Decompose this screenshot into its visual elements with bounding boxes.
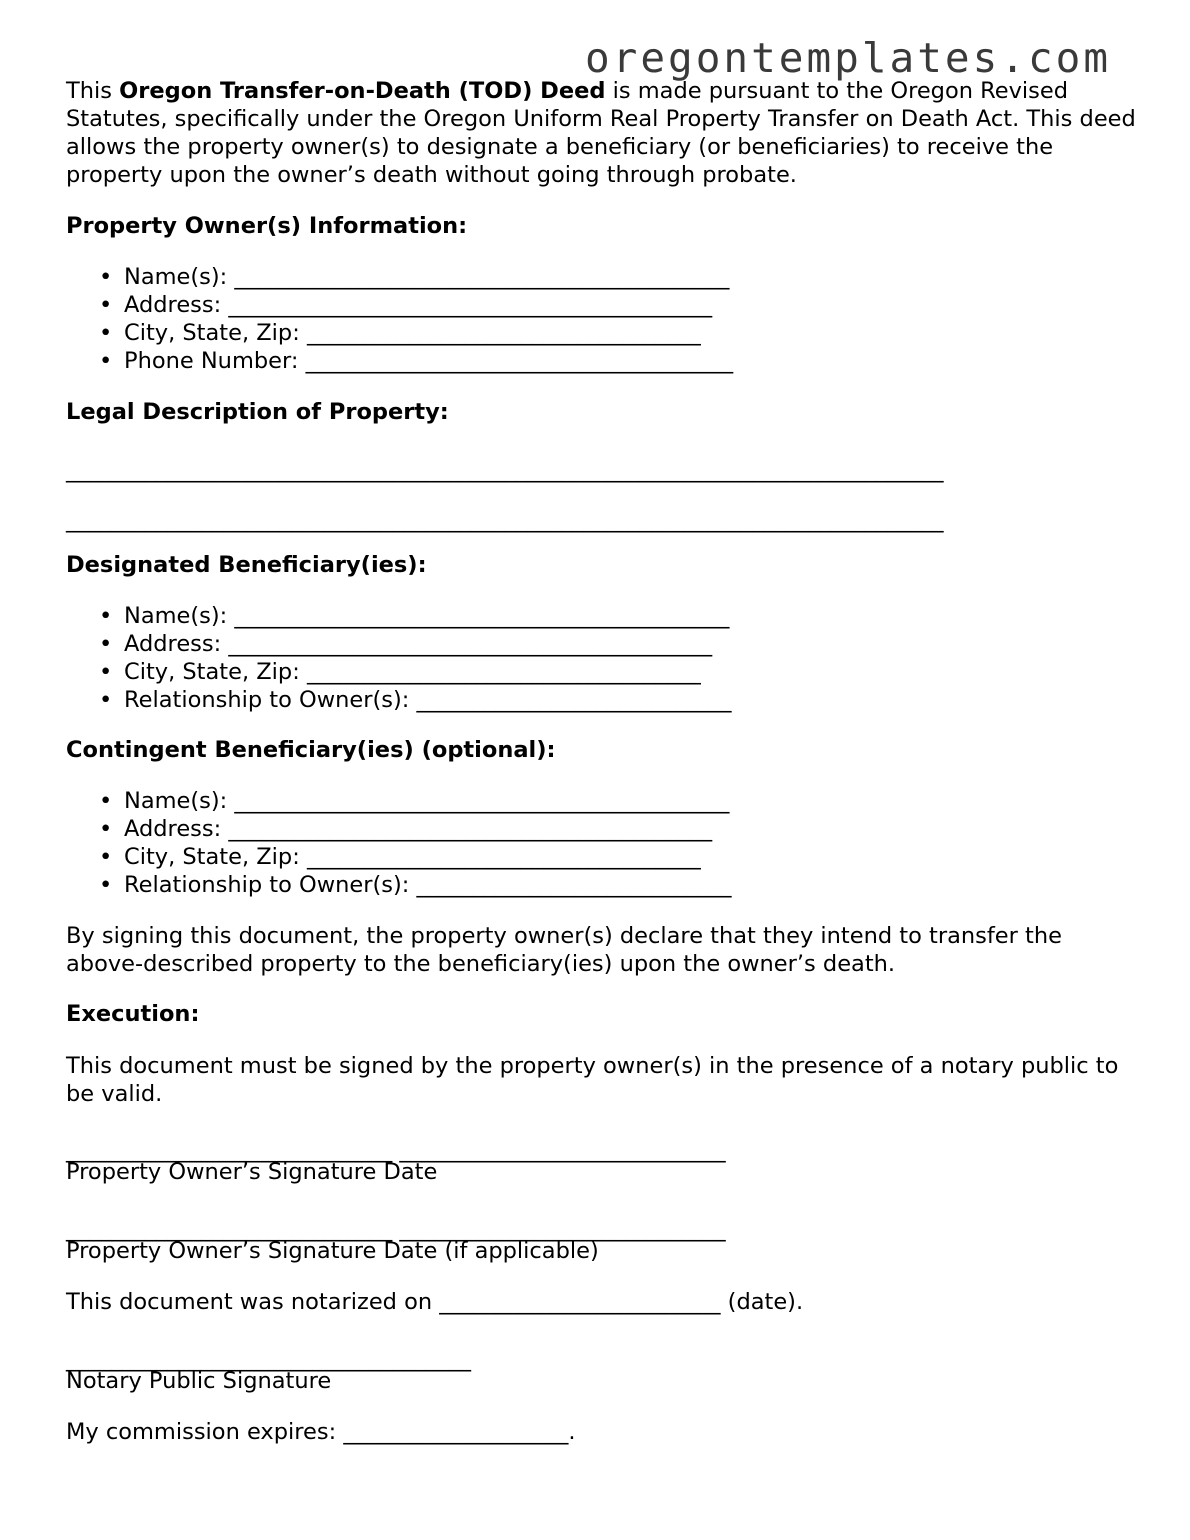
intro-bold-title: Oregon Transfer-on-Death (TOD) Deed bbox=[119, 78, 606, 104]
intro-paragraph bbox=[66, 77, 1136, 189]
beneficiary-relationship-field[interactable]: • Relationship to Owner(s): ____________________________ bbox=[66, 686, 732, 714]
owner-signature-label-1: Property Owner’s Signature Date bbox=[66, 1159, 438, 1185]
owner-phone-field[interactable]: • Phone Number: ______________________________________ bbox=[66, 347, 733, 375]
contingent-heading: Contingent Beneficiary(ies) (optional): bbox=[66, 737, 556, 763]
beneficiary-name-field[interactable]: • Name(s): ____________________________________________ bbox=[66, 602, 732, 630]
contingent-address-field[interactable]: • Address: ___________________________________________ bbox=[66, 815, 732, 843]
contingent-name-field[interactable]: • Name(s): ____________________________________________ bbox=[66, 787, 732, 815]
owner-city-field[interactable]: • City, State, Zip: ___________________________________ bbox=[66, 319, 733, 347]
legal-description-line-1[interactable]: ______________________________________________________________________________ bbox=[66, 457, 944, 483]
owner-address-field[interactable]: • Address: ___________________________________________ bbox=[66, 291, 733, 319]
legal-heading: Legal Description of Property: bbox=[66, 399, 449, 425]
notary-signature-line[interactable]: ____________________________________ bbox=[66, 1346, 471, 1372]
notarized-date-line[interactable]: This document was notarized on _________________________ (date). bbox=[66, 1289, 804, 1315]
contingent-relationship-field[interactable]: • Relationship to Owner(s): ____________________________ bbox=[66, 871, 732, 899]
owner-heading: Property Owner(s) Information: bbox=[66, 213, 468, 239]
beneficiary-address-field[interactable]: • Address: ___________________________________________ bbox=[66, 630, 732, 658]
owner-signature-date-line-1[interactable]: _____________________________ _____________________________ bbox=[66, 1137, 726, 1163]
commission-expires-line[interactable]: My commission expires: ____________________. bbox=[66, 1419, 576, 1445]
beneficiary-city-field[interactable]: • City, State, Zip: ___________________________________ bbox=[66, 658, 732, 686]
watermark: oregontemplates.com bbox=[585, 34, 1111, 82]
declaration-paragraph: By signing this document, the property owner(s) declare that they intend to transfer the above-described property to the beneficiary(ies) upon the owner’s death. bbox=[66, 923, 1062, 977]
intro-prefix: This bbox=[66, 78, 120, 104]
intro-text: is made pursuant to the Oregon Revised Statutes, specifically under the Oregon Uniform Real Property Transfer on Death Act. This deed allows the property owner(s) to designate a beneficiary (or beneficiaries) to receive the property upon the owner’s death without going through probate. bbox=[66, 78, 1136, 188]
execution-heading: Execution: bbox=[66, 1001, 200, 1027]
owner-list bbox=[66, 263, 733, 375]
contingent-list bbox=[66, 787, 732, 899]
execution-text: This document must be signed by the property owner(s) in the presence of a notary public to be valid. bbox=[66, 1053, 1119, 1107]
contingent-city-field[interactable]: • City, State, Zip: ___________________________________ bbox=[66, 843, 732, 871]
owner-signature-label-2: Property Owner’s Signature Date (if applicable) bbox=[66, 1238, 599, 1264]
owner-signature-date-line-2[interactable]: _____________________________ _____________________________ bbox=[66, 1216, 726, 1242]
notary-signature-label: Notary Public Signature bbox=[66, 1368, 332, 1394]
legal-description-line-2[interactable]: ______________________________________________________________________________ bbox=[66, 507, 944, 533]
owner-name-field[interactable]: • Name(s): ____________________________________________ bbox=[66, 263, 733, 291]
beneficiary-heading: Designated Beneficiary(ies): bbox=[66, 552, 427, 578]
beneficiary-list bbox=[66, 602, 732, 714]
